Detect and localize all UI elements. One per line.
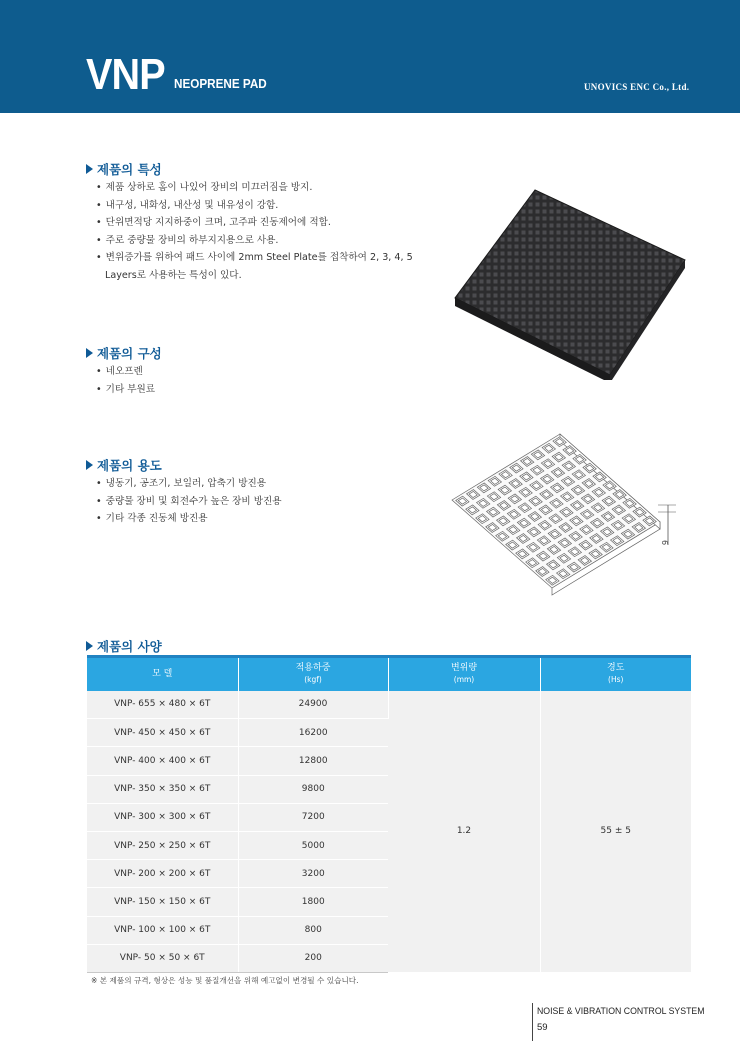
cell-hardness: 55 ± 5 bbox=[540, 691, 691, 973]
composition-list bbox=[96, 363, 155, 398]
model-subtitle: NEOPRENE PAD bbox=[174, 76, 267, 91]
cell-load: 24900 bbox=[238, 691, 388, 719]
page-number: 59 bbox=[537, 1022, 548, 1033]
list-item: • 단위면적당 지지하중이 크며, 고주파 진동제어에 적합. bbox=[96, 217, 331, 228]
cell-model: VNP- 200 × 200 × 6T bbox=[87, 860, 238, 888]
header-hardness: 경도 (Hs) bbox=[540, 657, 691, 691]
features-heading: 제품의 특성 bbox=[86, 160, 162, 178]
cell-model: VNP- 150 × 150 × 6T bbox=[87, 888, 238, 916]
usage-list bbox=[96, 475, 282, 528]
arrow-icon bbox=[86, 164, 93, 174]
arrow-icon bbox=[86, 460, 93, 470]
cell-load: 1800 bbox=[238, 888, 388, 916]
footer-system-label: NOISE & VIBRATION CONTROL SYSTEM bbox=[537, 1006, 705, 1017]
spec-table bbox=[87, 655, 691, 973]
header-displacement: 변위량 (mm) bbox=[388, 657, 540, 691]
list-item: • 기타 부원료 bbox=[96, 383, 156, 395]
list-item: • 주로 중량물 장비의 하부지지용으로 사용. bbox=[96, 234, 279, 246]
cell-model: VNP- 400 × 400 × 6T bbox=[87, 747, 238, 775]
cell-displacement: 1.2 bbox=[388, 691, 540, 973]
footer-divider bbox=[532, 1003, 533, 1041]
cell-load: 5000 bbox=[238, 831, 388, 859]
list-item: • 기타 각종 진동체 방진용 bbox=[96, 513, 208, 524]
list-item: • 내구성, 내화성, 내산성 및 내유성이 강함. bbox=[96, 199, 279, 211]
list-item: • 네오프렌 bbox=[96, 366, 143, 377]
cell-load: 3200 bbox=[238, 860, 388, 888]
table-header-row bbox=[87, 657, 691, 691]
cell-model: VNP- 100 × 100 × 6T bbox=[87, 916, 238, 944]
thickness-label: 6 bbox=[660, 540, 669, 546]
company-name: UNOVICS ENC Co., Ltd. bbox=[584, 82, 690, 92]
cell-model: VNP- 50 × 50 × 6T bbox=[87, 944, 238, 972]
header-load: 적용하중 (kgf) bbox=[238, 657, 388, 691]
composition-heading: 제품의 구성 bbox=[86, 344, 162, 362]
list-item: • 변위증가를 위하여 패드 사이에 2mm Steel Plate를 접착하여 2, 3, 4, 5 bbox=[96, 252, 413, 263]
list-item: • 냉동기, 공조기, 보일러, 압축기 방진용 bbox=[96, 478, 267, 489]
pad-line-drawing bbox=[440, 420, 690, 600]
spec-heading: 제품의 사양 bbox=[86, 637, 162, 655]
arrow-icon bbox=[86, 348, 93, 358]
cell-load: 16200 bbox=[238, 719, 388, 747]
pad-photo-image bbox=[450, 180, 690, 380]
header-model: 모 델 bbox=[87, 657, 238, 691]
features-list bbox=[96, 179, 413, 284]
cell-model: VNP- 655 × 480 × 6T bbox=[87, 691, 238, 719]
cell-load: 200 bbox=[238, 944, 388, 972]
cell-load: 12800 bbox=[238, 747, 388, 775]
list-item: Layers로 사용하는 특성이 있다. bbox=[105, 269, 242, 281]
header-band bbox=[0, 0, 740, 113]
list-item: • 중량물 장비 및 회전수가 높은 장비 방진용 bbox=[96, 495, 282, 507]
table-row bbox=[87, 691, 691, 719]
cell-model: VNP- 450 × 450 × 6T bbox=[87, 719, 238, 747]
model-title: VNP bbox=[86, 50, 165, 99]
list-item: • 제품 상하로 홈이 나있어 장비의 미끄러짐을 방지. bbox=[96, 182, 313, 193]
cell-model: VNP- 350 × 350 × 6T bbox=[87, 775, 238, 803]
cell-load: 9800 bbox=[238, 775, 388, 803]
usage-heading: 제품의 용도 bbox=[86, 456, 162, 474]
cell-load: 7200 bbox=[238, 803, 388, 831]
cell-model: VNP- 300 × 300 × 6T bbox=[87, 803, 238, 831]
disclaimer-note: ※ 본 제품의 규격, 형상은 성능 및 품질개선을 위해 예고없이 변경될 수 있습니다. bbox=[91, 976, 359, 985]
cell-load: 800 bbox=[238, 916, 388, 944]
arrow-icon bbox=[86, 641, 93, 651]
cell-model: VNP- 250 × 250 × 6T bbox=[87, 831, 238, 859]
